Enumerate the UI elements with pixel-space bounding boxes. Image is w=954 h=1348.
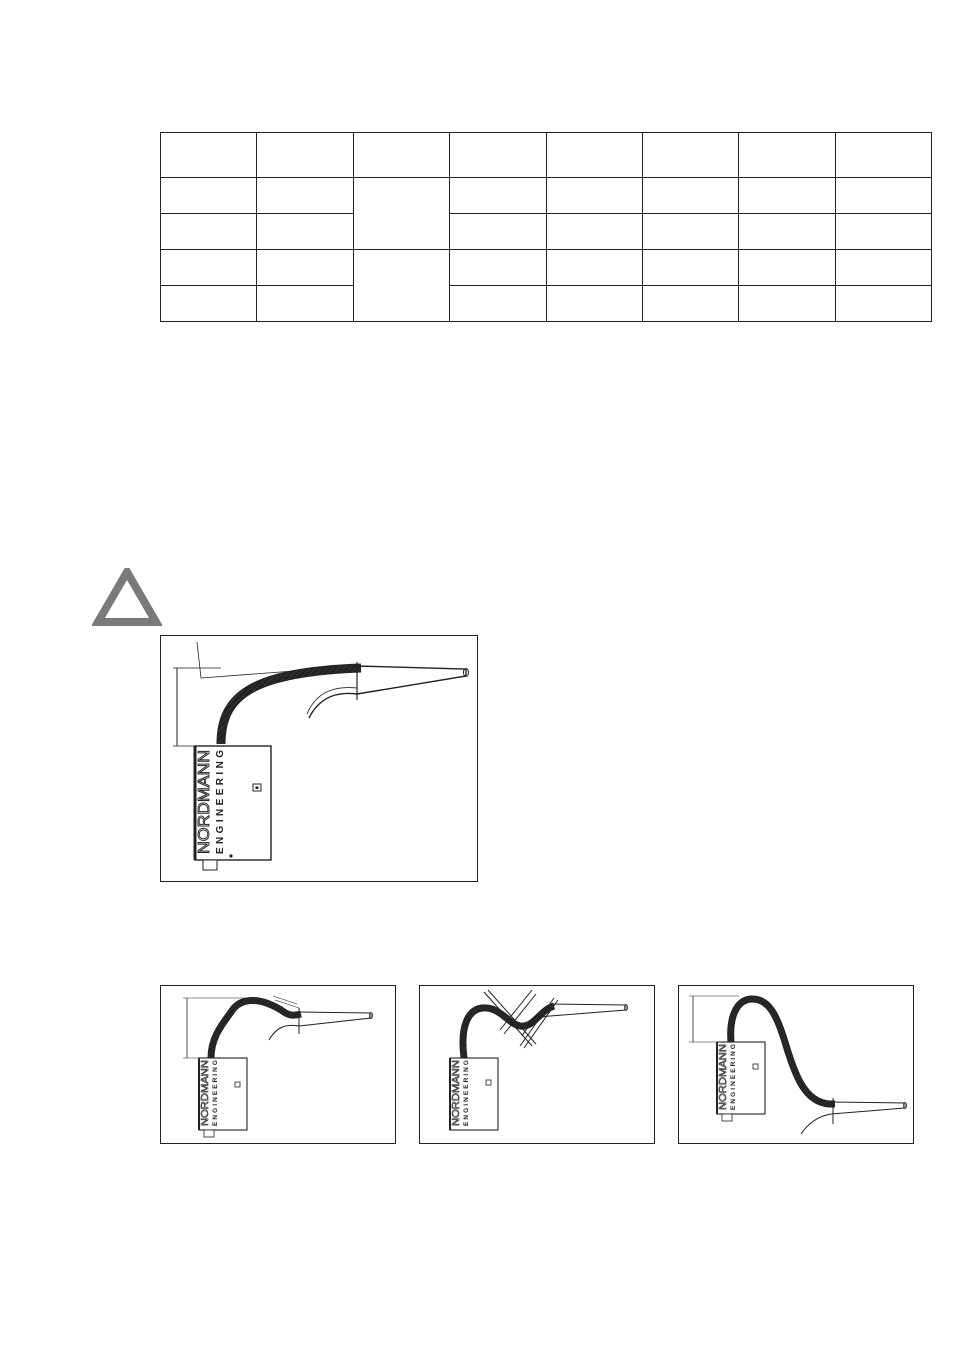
table-row [161, 214, 932, 250]
table-cell [450, 178, 546, 214]
table-cell [835, 133, 931, 178]
table-cell [161, 214, 257, 250]
table-cell-merged [353, 178, 449, 250]
table-cell [161, 178, 257, 214]
logo-nordmann: NORDMANN [200, 1067, 211, 1126]
table-cell [739, 286, 835, 322]
table-cell [546, 214, 642, 250]
table-cell [450, 286, 546, 322]
table-cell [642, 286, 738, 322]
table-cell [450, 214, 546, 250]
logo-engineering: ENGINEERING [463, 1060, 470, 1126]
table-cell [161, 133, 257, 178]
table-cell [257, 133, 353, 178]
figure-hose-routing-a [160, 985, 396, 1144]
table-cell [546, 250, 642, 286]
table-cell [835, 214, 931, 250]
logo-engineering: ENGINEERING [215, 750, 226, 854]
table-cell [161, 286, 257, 322]
logo-nordmann: NORDMANN [718, 1051, 729, 1110]
logo-nordmann: NORDMANN [451, 1067, 462, 1126]
table-cell [739, 133, 835, 178]
table-cell [546, 133, 642, 178]
table-cell [353, 133, 449, 178]
table-cell [642, 250, 738, 286]
table-cell [257, 286, 353, 322]
table-cell [546, 178, 642, 214]
specification-table [160, 132, 932, 322]
table-cell [546, 286, 642, 322]
table-cell [835, 286, 931, 322]
table-cell [835, 250, 931, 286]
table-cell [642, 214, 738, 250]
table-row [161, 178, 932, 214]
table-row [161, 286, 932, 322]
table-cell [161, 250, 257, 286]
table-cell [450, 133, 546, 178]
table-cell [257, 214, 353, 250]
table-cell [450, 250, 546, 286]
figure-hose-routing-c [678, 985, 914, 1144]
logo-engineering: ENGINEERING [212, 1060, 219, 1126]
table-cell [642, 133, 738, 178]
warning-triangle-icon [92, 568, 162, 628]
table-cell [739, 250, 835, 286]
table-cell [739, 214, 835, 250]
logo-nordmann: NORDMANN [196, 759, 213, 854]
table-cell-merged [353, 250, 449, 322]
table-cell [642, 178, 738, 214]
table-cell [835, 178, 931, 214]
figure-hose-routing-main [160, 635, 478, 882]
table-cell [257, 178, 353, 214]
figure-hose-routing-b-incorrect [419, 985, 655, 1144]
logo-engineering: ENGINEERING [730, 1044, 737, 1110]
table-row [161, 250, 932, 286]
table-header-row [161, 133, 932, 178]
table-cell [739, 178, 835, 214]
table-cell [257, 250, 353, 286]
